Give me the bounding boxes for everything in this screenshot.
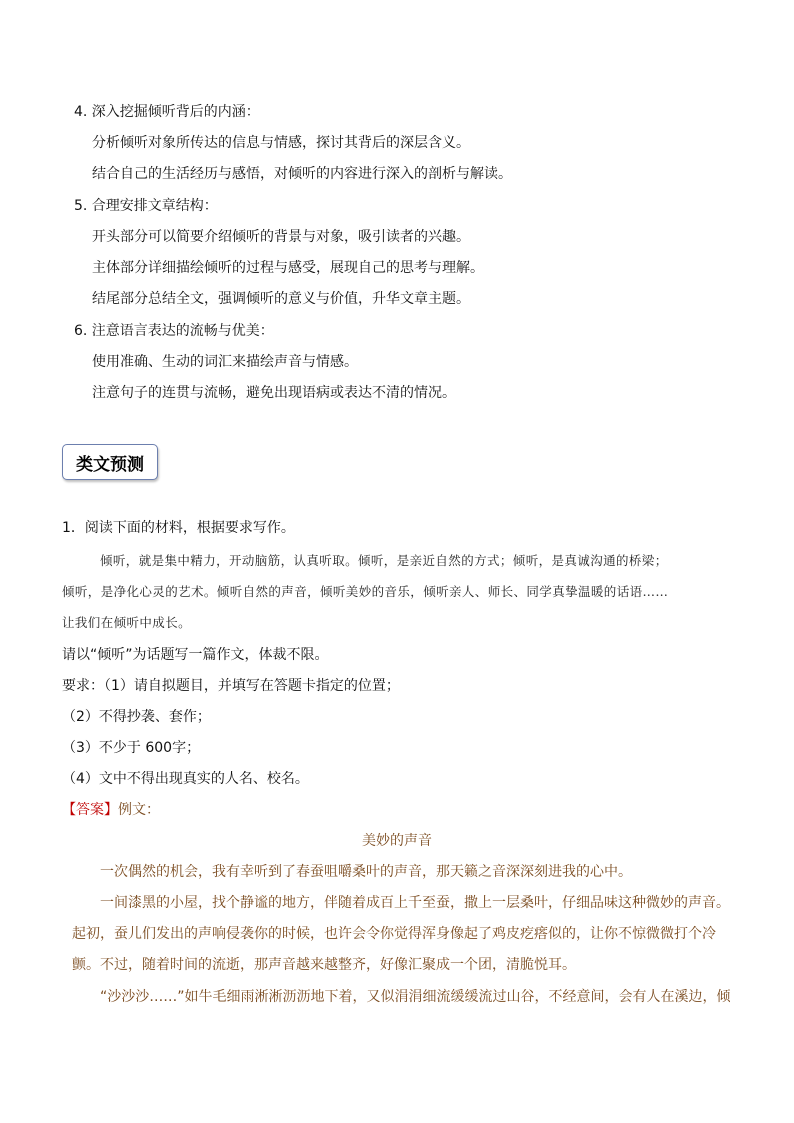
requirement: （2）不得抄袭、套作； — [62, 709, 211, 725]
essay-line: 一间漆黑的小屋，找个静谧的地方，伴随着成百上千至蚕，撒上一层桑叶，仔细品味这种微妙的声音。 — [100, 895, 730, 911]
essay-line: 颤。不过，随着时间的流逝，那声音越来越整齐，好像汇聚成一个团，清脆悦耳。 — [72, 957, 576, 973]
tip-heading-6: 6. 注意语言表达的流畅与优美： — [74, 323, 274, 339]
essay-title: 美妙的声音 — [362, 833, 432, 849]
requirement: （3）不少于 600字； — [62, 740, 201, 756]
tip-item: 开头部分可以简要介绍倾听的背景与对象，吸引读者的兴趣。 — [92, 229, 470, 245]
requirement: （4）文中不得出现真实的人名、校名。 — [62, 771, 309, 787]
essay-line: 一次偶然的机会，我有幸听到了春蚕咀嚼桑叶的声音，那天籁之音深深刻进我的心中。 — [100, 864, 632, 880]
requirement: 要求：（1）请自拟题目，并填写在答题卡指定的位置； — [62, 678, 400, 694]
essay-line: “沙沙沙……”如牛毛细雨淅淅沥沥地下着，又似涓涓细流缓缓流过山谷，不经意间，会有人在溪边，倾 — [100, 989, 731, 1005]
tip-item: 分析倾听对象所传达的信息与情感，探讨其背后的深层含义。 — [92, 135, 470, 151]
tip-item: 注意句子的连贯与流畅，避免出现语病或表达不清的情况。 — [92, 385, 456, 401]
tip-heading-5: 5. 合理安排文章结构： — [74, 198, 218, 214]
tip-item: 主体部分详细描绘倾听的过程与感受，展现自己的思考与理解。 — [92, 260, 484, 276]
essay-line: 起初，蚕儿们发出的声响侵袭你的时候，也许会令你觉得浑身像起了鸡皮疙瘩似的，让你不惊微微打个冷 — [72, 926, 716, 942]
answer-label-line — [62, 800, 160, 820]
answer-label-suffix: 例文： — [118, 802, 160, 818]
question-intro: 1．阅读下面的材料，根据要求写作。 — [62, 520, 295, 536]
question-prompt: 请以“倾听”为话题写一篇作文，体裁不限。 — [62, 647, 329, 663]
tip-heading-4: 4. 深入挖掘倾听背后的内涵： — [74, 104, 260, 120]
section-title: 类文预测 — [62, 444, 158, 480]
answer-label: 【答案】 — [62, 802, 118, 818]
material-line: 倾听，就是集中精力，开动脑筋，认真听取。倾听，是亲近自然的方式；倾听，是真诚沟通的桥梁； — [100, 553, 668, 568]
tip-item: 使用准确、生动的词汇来描绘声音与情感。 — [92, 354, 358, 370]
material-line: 让我们在倾听中成长。 — [62, 615, 192, 630]
tip-item: 结合自己的生活经历与感悟，对倾听的内容进行深入的剖析与解读。 — [92, 166, 512, 182]
material-line: 倾听，是净化心灵的艺术。倾听自然的声音，倾听美妙的音乐，倾听亲人、师长、同学真挚温暖的话语…… — [62, 584, 669, 599]
tip-item: 结尾部分总结全文，强调倾听的意义与价值，升华文章主题。 — [92, 291, 470, 307]
